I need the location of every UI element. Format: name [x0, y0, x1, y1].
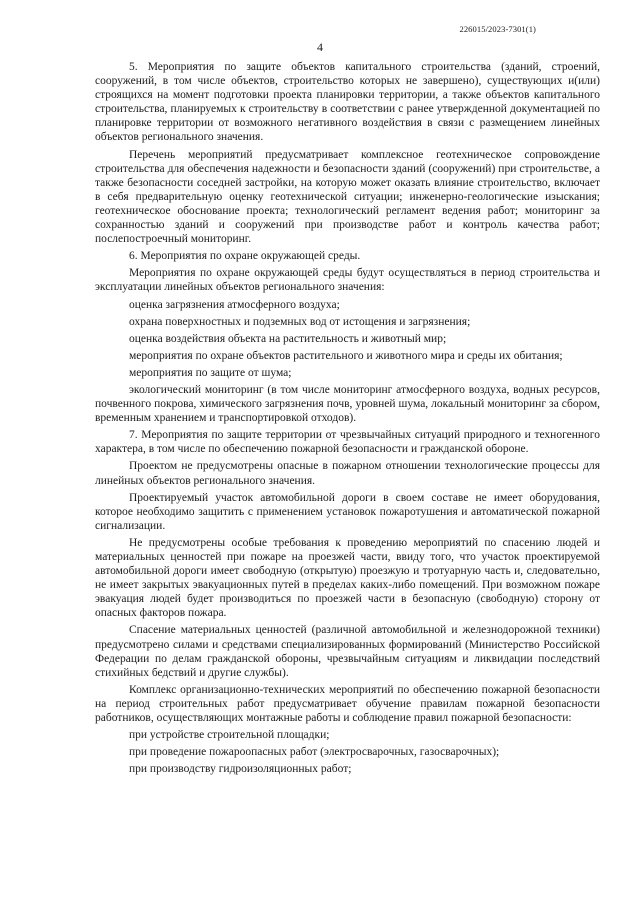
paragraph: Не предусмотрены особые требования к проведению мероприятий по спасению людей и материальных ценностей при пожаре на проезжей части, ввиду того, что участок проектируемой автомобильной дороги имеет свободную (открытую) проезжую и тротуарную часть и, следовательно, не имеет закрытых эвакуационных путей в пределах каких-либо помещений. При возможном пожаре эвакуация людей будет производиться по проезжей части в безопасную (свободную) сторону от опасных факторов пожара.: [95, 536, 600, 620]
paragraph: 6. Мероприятия по охране окружающей среды.: [129, 250, 361, 263]
paragraph: Комплекс организационно-технических мероприятий по обеспечению пожарной безопасности на период строительных работ предусматривает обучение правилам пожарной безопасности работников, осуществляющих монтажные работы и соблюдение правил пожарной безопасности:: [95, 683, 600, 725]
list-item: при устройстве строительной площадки;: [129, 729, 330, 742]
paragraph: 7. Мероприятия по защите территории от чрезвычайных ситуаций природного и техногенного характера, в том числе по обеспечению пожарной безопасности и гражданской обороне.: [95, 429, 600, 456]
paragraph: Проектом не предусмотрены опасные в пожарном отношении технологические процессы для линейных объектов регионального значения.: [95, 460, 600, 487]
list-item: оценка воздействия объекта на растительность и животный мир;: [129, 332, 447, 345]
list-item: охрана поверхностных и подземных вод от истощения и загрязнения;: [129, 315, 471, 328]
paragraph: Проектируемый участок автомобильной дороги в своем составе не имеет оборудования, которое необходимо защитить с применением установок пожаротушения и автоматической пожарной сигнализации.: [95, 491, 600, 532]
document-body: [95, 60, 600, 779]
list-item: при производству гидроизоляционных работ;: [129, 763, 352, 776]
list-item: оценка загрязнения атмосферного воздуха;: [129, 298, 340, 311]
page-number: 4: [317, 40, 323, 54]
document-registration-number: 226015/2023-7301(1): [459, 24, 536, 34]
paragraph: Мероприятия по охране окружающей среды будут осуществляться в период строительства и эксплуатации линейных объектов регионального значения:: [95, 267, 600, 294]
paragraph: 5. Мероприятия по защите объектов капитального строительства (зданий, строений, сооружений, в том числе объектов, строительство которых не завершено), существующих и(или) строящихся на момент подготовки проекта планировки территории, а также объектов капитального строительства, планируемых к строительству в соответствии с ранее утвержденной документацией по планировке территории от возможного негативного воздействия в связи с размещением линейных объектов регионального значения.: [95, 61, 600, 144]
list-item: мероприятия по охране объектов растительного и животного мира и среды их обитания;: [129, 349, 563, 362]
paragraph: экологический мониторинг (в том числе мониторинг атмосферного воздуха, водных ресурсов, почвенного покрова, химического загрязнения почв, уровней шума, локальный мониторинг за сбором, временным хранением и транспортировкой отходов).: [95, 383, 600, 425]
list-item: мероприятия по защите от шума;: [129, 366, 292, 379]
paragraph: Спасение материальных ценностей (различной автомобильной и железнодорожной техники) предусмотрено силами и средствами специализированных формирований (Министерство Российской Федерации по делам гражданской обороны, чрезвычайным ситуациям и ликвидации последствий стихийных бедствий и другие службы).: [95, 624, 600, 679]
paragraph: Перечень мероприятий предусматривает комплексное геотехническое сопровождение строительства для обеспечения надежности и безопасности зданий (сооружений) при строительстве, а также безопасности соседней застройки, на которую может оказать влияние строительство, включает в себя предварительную оценку геотехнической ситуации; инженерно-геологические изыскания; геотехническое обоснование проекта; технологический регламент ведения работ; мониторинг за сохранностью зданий и сооружений при производстве работ и контроль качества работ; послепостроечный мониторинг.: [95, 148, 600, 246]
list-item: при проведение пожароопасных работ (электросварочных, газосварочных);: [129, 746, 500, 759]
